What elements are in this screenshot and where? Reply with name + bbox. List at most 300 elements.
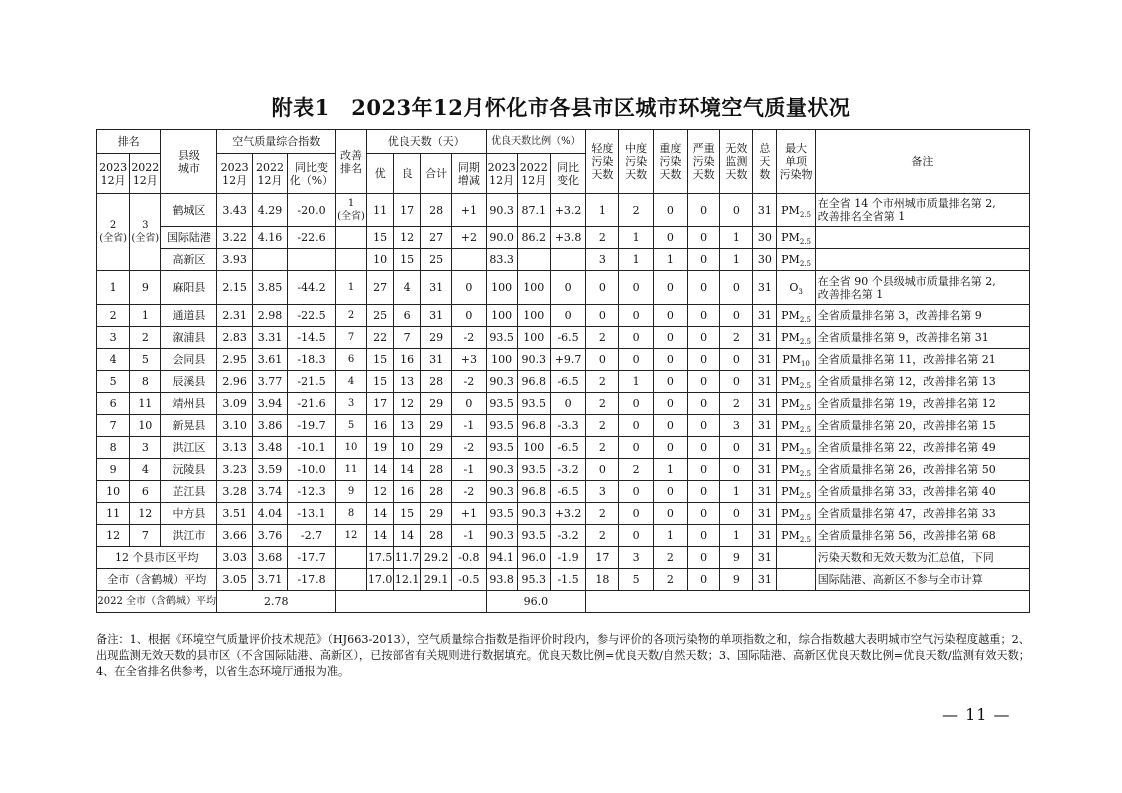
heavy-days: 0 <box>653 227 687 249</box>
days-you: 11 <box>367 194 394 227</box>
heavy-days: 0 <box>653 481 687 503</box>
max-pollutant: $PM_{2.5}$ <box>777 194 815 227</box>
ratio-2022: 93.5 <box>517 459 550 481</box>
table-row <box>97 371 1030 393</box>
ratio-2023: 93.5 <box>486 503 517 525</box>
aqci-improve-rank: 2 <box>335 305 366 327</box>
invalid-days: 1 <box>720 249 753 271</box>
severe-days: 0 <box>688 349 720 371</box>
aqci-yoy: -21.6 <box>288 393 336 415</box>
days-total: 29 <box>421 437 452 459</box>
aqci-improve-rank: 12 <box>335 525 366 547</box>
severe-days: 0 <box>688 459 720 481</box>
days-you: 14 <box>367 459 394 481</box>
rank-2023: 7 <box>97 415 130 437</box>
aqci-2022: 4.16 <box>252 227 287 249</box>
moderate-days: 0 <box>619 271 653 305</box>
days-change: -0.5 <box>452 569 486 591</box>
days-total: 31 <box>421 349 452 371</box>
invalid-days: 0 <box>720 305 753 327</box>
header-aqci: 空气质量综合指数 <box>217 130 335 154</box>
aqci-2023: 3.93 <box>217 249 252 271</box>
ratio-2022: 95.3 <box>517 569 550 591</box>
days-total: 25 <box>421 249 452 271</box>
table-row <box>97 305 1030 327</box>
heavy-days: 0 <box>653 305 687 327</box>
rank-2022: 2 <box>130 327 161 349</box>
light-days: 18 <box>586 569 619 591</box>
header-ratio-2022: 2022 12月 <box>517 154 550 194</box>
aqci-2022-average: 2.78 <box>217 591 335 613</box>
days-change: 0 <box>452 305 486 327</box>
light-days: 0 <box>586 271 619 305</box>
days-liang: 16 <box>394 349 421 371</box>
remark <box>815 249 1029 271</box>
ratio-2023: 90.3 <box>486 525 517 547</box>
days-total: 29 <box>421 415 452 437</box>
rank-2022: 11 <box>130 393 161 415</box>
max-pollutant: $PM_{2.5}$ <box>777 481 815 503</box>
rank-2023: 1 <box>97 271 130 305</box>
header-total-days: 总 天 数 <box>753 130 777 194</box>
ratio-2023: 93.5 <box>486 393 517 415</box>
moderate-days: 0 <box>619 525 653 547</box>
moderate-days: 1 <box>619 371 653 393</box>
max-pollutant: $PM_{2.5}$ <box>777 371 815 393</box>
remark: 全省质量排名第 19，改善排名第 12 <box>815 393 1029 415</box>
invalid-days: 1 <box>720 227 753 249</box>
remark: 全省质量排名第 3，改善排名第 9 <box>815 305 1029 327</box>
heavy-days: 0 <box>653 393 687 415</box>
header-aqci-2022: 2022 12月 <box>252 154 287 194</box>
ratio-yoy: 0 <box>550 305 585 327</box>
ratio-yoy: -3.2 <box>550 459 585 481</box>
aqci-2022: 3.74 <box>252 481 287 503</box>
aqci-yoy: -18.3 <box>288 349 336 371</box>
aqci-2022: 3.68 <box>252 547 287 569</box>
header-ratio-2023: 2023 12月 <box>486 154 517 194</box>
rank-2023: 6 <box>97 393 130 415</box>
days-liang: 13 <box>394 415 421 437</box>
days-you: 14 <box>367 525 394 547</box>
max-pollutant: $PM_{2.5}$ <box>777 459 815 481</box>
days-change: -2 <box>452 437 486 459</box>
table-row <box>97 437 1030 459</box>
days-total: 28 <box>421 371 452 393</box>
days-change: +1 <box>452 194 486 227</box>
days-you: 14 <box>367 503 394 525</box>
ratio-yoy <box>550 249 585 271</box>
max-pollutant: $PM_{2.5}$ <box>777 327 815 349</box>
days-change <box>452 249 486 271</box>
days-change: 0 <box>452 271 486 305</box>
light-days: 1 <box>586 194 619 227</box>
light-days: 3 <box>586 481 619 503</box>
remark: 全省质量排名第 11，改善排名第 21 <box>815 349 1029 371</box>
aqci-improve-rank <box>335 249 366 271</box>
light-days: 2 <box>586 503 619 525</box>
invalid-days: 1 <box>720 481 753 503</box>
header-moderate: 中度 污染 天数 <box>619 130 653 194</box>
county-name: 芷江县 <box>161 481 217 503</box>
days-you: 17.0 <box>367 569 394 591</box>
moderate-days: 0 <box>619 305 653 327</box>
remark: 全省质量排名第 33，改善排名第 40 <box>815 481 1029 503</box>
days-you: 16 <box>367 415 394 437</box>
days-total: 28 <box>421 459 452 481</box>
ratio-2023: 100 <box>486 305 517 327</box>
header-light: 轻度 污染 天数 <box>586 130 619 194</box>
ratio-yoy: -6.5 <box>550 327 585 349</box>
table-row <box>97 525 1030 547</box>
header-rank-2022: 2022 12月 <box>130 154 161 194</box>
severe-days: 0 <box>688 547 720 569</box>
table-row <box>97 415 1030 437</box>
aqci-yoy: -44.2 <box>288 271 336 305</box>
table-row <box>97 481 1030 503</box>
light-days: 2 <box>586 327 619 349</box>
ratio-2023: 83.3 <box>486 249 517 271</box>
aqci-yoy: -20.0 <box>288 194 336 227</box>
days-you: 15 <box>367 349 394 371</box>
aqci-2022: 3.94 <box>252 393 287 415</box>
heavy-days: 0 <box>653 271 687 305</box>
aqci-2023: 3.28 <box>217 481 252 503</box>
days-change: 0 <box>452 393 486 415</box>
days-total: 29 <box>421 503 452 525</box>
days-total: 31 <box>421 305 452 327</box>
light-days: 2 <box>586 371 619 393</box>
severe-days: 0 <box>688 305 720 327</box>
days-liang: 12.1 <box>394 569 421 591</box>
table-row <box>97 249 1030 271</box>
moderate-days: 1 <box>619 227 653 249</box>
invalid-days: 0 <box>720 194 753 227</box>
max-pollutant: $PM_{2.5}$ <box>777 249 815 271</box>
days-change: -1 <box>452 525 486 547</box>
days-change: +3 <box>452 349 486 371</box>
moderate-days: 0 <box>619 349 653 371</box>
table-row <box>97 393 1030 415</box>
light-days: 0 <box>586 305 619 327</box>
ratio-2023: 90.0 <box>486 227 517 249</box>
days-liang: 14 <box>394 459 421 481</box>
ratio-yoy: -1.9 <box>550 547 585 569</box>
table-row <box>97 194 1030 227</box>
ratio-2023: 93.5 <box>486 437 517 459</box>
aqci-2023: 3.13 <box>217 437 252 459</box>
remark: 全省质量排名第 12，改善排名第 13 <box>815 371 1029 393</box>
ratio-2023: 100 <box>486 271 517 305</box>
heavy-days: 2 <box>653 569 687 591</box>
days-you: 15 <box>367 371 394 393</box>
days-total: 28 <box>421 481 452 503</box>
light-days: 0 <box>586 459 619 481</box>
days-liang: 12 <box>394 227 421 249</box>
ratio-2022: 90.3 <box>517 349 550 371</box>
county-name: 国际陆港 <box>161 227 217 249</box>
days-liang: 14 <box>394 525 421 547</box>
aqci-2022: 3.59 <box>252 459 287 481</box>
ratio-yoy: 0 <box>550 393 585 415</box>
table-row <box>97 227 1030 249</box>
light-days: 2 <box>586 437 619 459</box>
ratio-2022: 90.3 <box>517 503 550 525</box>
max-pollutant: $PM_{2.5}$ <box>777 305 815 327</box>
light-days: 3 <box>586 249 619 271</box>
aqci-improve-rank <box>335 227 366 249</box>
page-number: — 11 — <box>942 705 1011 724</box>
remark: 全省质量排名第 22，改善排名第 49 <box>815 437 1029 459</box>
aqci-yoy: -12.3 <box>288 481 336 503</box>
total-days: 31 <box>753 415 777 437</box>
remark: 污染天数和无效天数为汇总值，下同 <box>815 547 1029 569</box>
total-days: 31 <box>753 271 777 305</box>
rank-2022: 3 (全省) <box>130 194 161 271</box>
aqci-yoy: -22.5 <box>288 305 336 327</box>
moderate-days: 2 <box>619 194 653 227</box>
aqci-improve-rank <box>335 569 366 591</box>
days-change: -2 <box>452 481 486 503</box>
remark: 在全省 90 个县级城市质量排名第 2, 改善排名第 1 <box>815 271 1029 305</box>
ratio-2023: 93.5 <box>486 327 517 349</box>
aqci-2023: 3.09 <box>217 393 252 415</box>
county-name: 高新区 <box>161 249 217 271</box>
ratio-2022: 100 <box>517 271 550 305</box>
ratio-yoy: +3.8 <box>550 227 585 249</box>
invalid-days: 2 <box>720 393 753 415</box>
ratio-yoy: +3.2 <box>550 503 585 525</box>
severe-days: 0 <box>688 503 720 525</box>
max-pollutant: $PM_{2.5}$ <box>777 393 815 415</box>
aqci-yoy: -21.5 <box>288 371 336 393</box>
days-change: -1 <box>452 459 486 481</box>
ratio-yoy: 0 <box>550 271 585 305</box>
ratio-yoy: -6.5 <box>550 371 585 393</box>
aqci-improve-rank: 11 <box>335 459 366 481</box>
ratio-2022: 93.5 <box>517 525 550 547</box>
rank-2023: 3 <box>97 327 130 349</box>
aqci-yoy: -22.6 <box>288 227 336 249</box>
days-you: 17.5 <box>367 547 394 569</box>
days-total: 31 <box>421 271 452 305</box>
header-aqci-improve: 改善 排名 <box>335 130 366 194</box>
header-good-days: 优良天数（天） <box>367 130 486 154</box>
aqci-yoy: -17.7 <box>288 547 336 569</box>
county-name: 溆浦县 <box>161 327 217 349</box>
aqci-improve-rank: 1 <box>335 271 366 305</box>
heavy-days: 0 <box>653 415 687 437</box>
aqci-improve-rank: 8 <box>335 503 366 525</box>
max-pollutant: $O_3$ <box>777 271 815 305</box>
aqci-2023: 3.43 <box>217 194 252 227</box>
ratio-2022: 87.1 <box>517 194 550 227</box>
county-name: 通道县 <box>161 305 217 327</box>
ratio-yoy: -6.5 <box>550 481 585 503</box>
county-name: 靖州县 <box>161 393 217 415</box>
days-liang: 12 <box>394 393 421 415</box>
max-pollutant: $PM_{2.5}$ <box>777 525 815 547</box>
total-days: 31 <box>753 525 777 547</box>
header-remarks: 备注 <box>815 130 1029 194</box>
aqci-improve-rank: 6 <box>335 349 366 371</box>
days-liang: 11.7 <box>394 547 421 569</box>
heavy-days: 0 <box>653 349 687 371</box>
total-days: 31 <box>753 459 777 481</box>
ratio-yoy: -3.2 <box>550 525 585 547</box>
ratio-2022: 96.0 <box>517 547 550 569</box>
days-you: 25 <box>367 305 394 327</box>
table-row <box>97 503 1030 525</box>
aqci-2023: 3.51 <box>217 503 252 525</box>
max-pollutant: $PM_{2.5}$ <box>777 437 815 459</box>
total-days: 31 <box>753 569 777 591</box>
heavy-days: 0 <box>653 194 687 227</box>
county-name: 沅陵县 <box>161 459 217 481</box>
max-pollutant: $PM_{2.5}$ <box>777 415 815 437</box>
aqci-2023: 3.23 <box>217 459 252 481</box>
total-days: 31 <box>753 547 777 569</box>
days-change: +2 <box>452 227 486 249</box>
rank-2022: 4 <box>130 459 161 481</box>
total-days: 31 <box>753 327 777 349</box>
header-invalid: 无效 监测 天数 <box>720 130 753 194</box>
aqci-improve-rank: 3 <box>335 393 366 415</box>
ratio-2023: 93.5 <box>486 415 517 437</box>
rank-2023: 10 <box>97 481 130 503</box>
header-good-change: 同期 增减 <box>452 154 486 194</box>
rank-2022: 12 <box>130 503 161 525</box>
max-pollutant: $PM_{10}$ <box>777 349 815 371</box>
header-you: 优 <box>367 154 394 194</box>
county-name: 辰溪县 <box>161 371 217 393</box>
max-pollutant: $PM_{2.5}$ <box>777 227 815 249</box>
aqci-improve-rank: 10 <box>335 437 366 459</box>
days-liang: 7 <box>394 327 421 349</box>
aqci-yoy: -17.8 <box>288 569 336 591</box>
invalid-days: 0 <box>720 371 753 393</box>
rank-2022: 7 <box>130 525 161 547</box>
table-row <box>97 327 1030 349</box>
invalid-days: 0 <box>720 437 753 459</box>
county-name: 会同县 <box>161 349 217 371</box>
moderate-days: 0 <box>619 437 653 459</box>
ratio-2022: 86.2 <box>517 227 550 249</box>
ratio-2022 <box>517 249 550 271</box>
days-total: 28 <box>421 525 452 547</box>
days-you: 19 <box>367 437 394 459</box>
invalid-days: 3 <box>720 415 753 437</box>
total-days: 31 <box>753 194 777 227</box>
rank-2023: 5 <box>97 371 130 393</box>
rank-2022: 1 <box>130 305 161 327</box>
invalid-days: 2 <box>720 327 753 349</box>
total-days: 31 <box>753 503 777 525</box>
moderate-days: 5 <box>619 569 653 591</box>
ratio-2022: 100 <box>517 437 550 459</box>
header-good-total: 合计 <box>421 154 452 194</box>
days-liang: 15 <box>394 249 421 271</box>
invalid-days: 0 <box>720 459 753 481</box>
ratio-2023: 90.3 <box>486 459 517 481</box>
total-days: 31 <box>753 305 777 327</box>
max-pollutant <box>777 569 815 591</box>
aqci-2022: 3.76 <box>252 525 287 547</box>
severe-days: 0 <box>688 194 720 227</box>
moderate-days: 0 <box>619 503 653 525</box>
county-name: 洪江区 <box>161 437 217 459</box>
total-days: 31 <box>753 393 777 415</box>
aqci-2022: 3.61 <box>252 349 287 371</box>
aqci-2023: 2.96 <box>217 371 252 393</box>
citywide-row <box>97 569 1030 591</box>
days-liang: 15 <box>394 503 421 525</box>
severe-days: 0 <box>688 481 720 503</box>
header-ratio-yoy: 同比 变化 <box>550 154 585 194</box>
total-days: 31 <box>753 371 777 393</box>
rank-2022: 8 <box>130 371 161 393</box>
aqci-yoy: -13.1 <box>288 503 336 525</box>
aqci-improve-rank: 5 <box>335 415 366 437</box>
total-days: 31 <box>753 437 777 459</box>
severe-days: 0 <box>688 525 720 547</box>
days-total: 29.1 <box>421 569 452 591</box>
ratio-2023: 100 <box>486 349 517 371</box>
severe-days: 0 <box>688 327 720 349</box>
invalid-days: 1 <box>720 525 753 547</box>
summary-label: 全市（含鹤城）平均 <box>97 569 217 591</box>
rank-2022: 3 <box>130 437 161 459</box>
header-liang: 良 <box>394 154 421 194</box>
moderate-days: 1 <box>619 249 653 271</box>
days-liang: 17 <box>394 194 421 227</box>
total-days: 31 <box>753 481 777 503</box>
ratio-yoy: -1.5 <box>550 569 585 591</box>
county-name: 新晃县 <box>161 415 217 437</box>
ratio-2022: 93.5 <box>517 393 550 415</box>
severe-days: 0 <box>688 415 720 437</box>
aqci-2023: 2.15 <box>217 271 252 305</box>
moderate-days: 0 <box>619 415 653 437</box>
remark: 全省质量排名第 26，改善排名第 50 <box>815 459 1029 481</box>
total-days: 30 <box>753 249 777 271</box>
heavy-days: 0 <box>653 437 687 459</box>
remark <box>815 227 1029 249</box>
light-days: 2 <box>586 525 619 547</box>
moderate-days: 0 <box>619 327 653 349</box>
heavy-days: 1 <box>653 459 687 481</box>
invalid-days: 0 <box>720 349 753 371</box>
aqci-yoy: -2.7 <box>288 525 336 547</box>
header-aqci-2023: 2023 12月 <box>217 154 252 194</box>
rank-2023: 4 <box>97 349 130 371</box>
total-days: 31 <box>753 349 777 371</box>
summary-label: 12 个县市区平均 <box>97 547 217 569</box>
aqci-2023: 3.10 <box>217 415 252 437</box>
aqci-2023: 2.83 <box>217 327 252 349</box>
rank-2023: 12 <box>97 525 130 547</box>
aqci-2023: 2.95 <box>217 349 252 371</box>
aqci-2023: 3.03 <box>217 547 252 569</box>
rank-2023: 2 (全省) <box>97 194 130 271</box>
severe-days: 0 <box>688 249 720 271</box>
days-you: 17 <box>367 393 394 415</box>
days-total: 29 <box>421 327 452 349</box>
table-row <box>97 459 1030 481</box>
days-liang: 4 <box>394 271 421 305</box>
aqci-2022: 3.77 <box>252 371 287 393</box>
days-total: 29.2 <box>421 547 452 569</box>
